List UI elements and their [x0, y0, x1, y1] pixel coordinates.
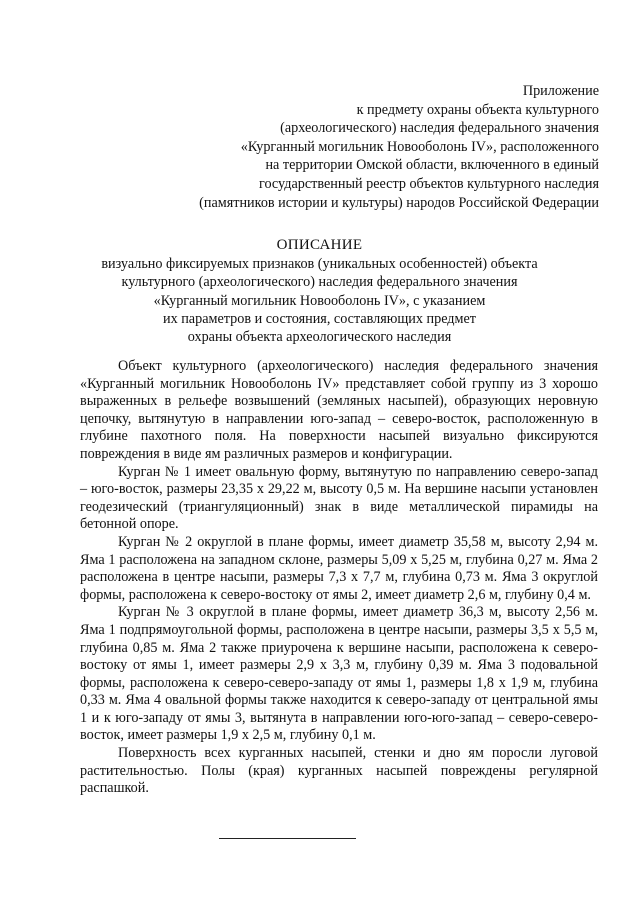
- appendix-line: на территории Омской области, включенного в единый: [265, 157, 599, 174]
- appendix-line: к предмету охраны объекта культурного: [356, 101, 599, 118]
- document-body: [80, 358, 598, 798]
- title-line: культурного (археологического) наследия федерального значения: [121, 274, 518, 291]
- closing-divider: [219, 838, 356, 839]
- paragraph-object-overview: Объект культурного (археологического) наследия федерального значения «Курганный могильник Новооболонь IV» представляет собой группу из 3 хорошо выраженных в рельефе возвышений (земляных насыпей), образующих неровную цепочку, вытянутую в направлении юго-запад – северо-восток, расположенную в глубине пахотного поля. На поверхности насыпей визуально фиксируются повреждения в виде ям различных размеров и конфигурации.: [80, 358, 598, 462]
- paragraph-surface: Поверхность всех курганных насыпей, стенки и дно ям поросли луговой растительностью. Полы (края) курганных насыпей повреждены регулярной распашкой.: [80, 745, 598, 797]
- document-heading: ОПИСАНИЕ: [276, 237, 363, 253]
- document-title-block: [60, 236, 579, 346]
- appendix-line: (археологического) наследия федерального значения: [280, 120, 599, 137]
- title-line: «Курганный могильник Новооболонь IV», с указанием: [153, 292, 486, 309]
- appendix-line: Приложение: [522, 83, 599, 99]
- title-line: охраны объекта археологического наследия: [187, 329, 452, 346]
- appendix-line: «Курганный могильник Новооболонь IV», расположенного: [240, 138, 599, 155]
- appendix-line: (памятников истории и культуры) народов Российской Федерации: [199, 194, 599, 211]
- title-line: их параметров и состояния, составляющих предмет: [162, 310, 477, 327]
- paragraph-kurgan-3: Курган № 3 округлой в плане формы, имеет диаметр 36,3 м, высоту 2,56 м. Яма 1 подпрямоугольной формы, расположена в центре насыпи, размеры 3,5 х 5,5 м, глубина 0,85 м. Яма 2 также приурочена к вершине насыпи, расположена к северо-востоку от ямы 1, имеет размеры 2,9 х 3,3 м, глубину 0,39 м. Яма 3 подовальной формы, расположена к северо-северо-западу от ямы 1, размеры 1,8 х 1,9 м, глубина 0,33 м. Яма 4 овальной формы также находится к северо-западу от центральной ямы 1 и к юго-западу от ямы 3, вытянута в направлении юго-юго-запад – северо-северо-восток, имеет размеры 1,9 х 2,5 м, глубину 0,1 м.: [80, 604, 598, 744]
- paragraph-kurgan-1: Курган № 1 имеет овальную форму, вытянутую по направлению северо-запад – юго-восток, размеры 23,35 х 29,22 м, высоту 0,5 м. На вершине насыпи установлен геодезический (триангуляционный) знак в виде металлической пирамиды на бетонной опоре.: [80, 463, 598, 533]
- appendix-line: государственный реестр объектов культурного наследия: [259, 175, 599, 192]
- appendix-header: [179, 82, 599, 212]
- paragraph-kurgan-2: Курган № 2 округлой в плане формы, имеет диаметр 35,58 м, высоту 2,94 м. Яма 1 расположена на западном склоне, размеры 5,09 х 5,25 м, глубина 0,27 м. Яма 2 расположена в центре насыпи, размеры 7,3 х 7,7 м, глубина 0,73 м. Яма 3 округлой формы, расположена к северо-востоку от ямы 2, имеет диаметр 2,6 м, глубину 0,4 м.: [80, 533, 598, 603]
- title-line: визуально фиксируемых признаков (уникальных особенностей) объекта: [101, 256, 538, 273]
